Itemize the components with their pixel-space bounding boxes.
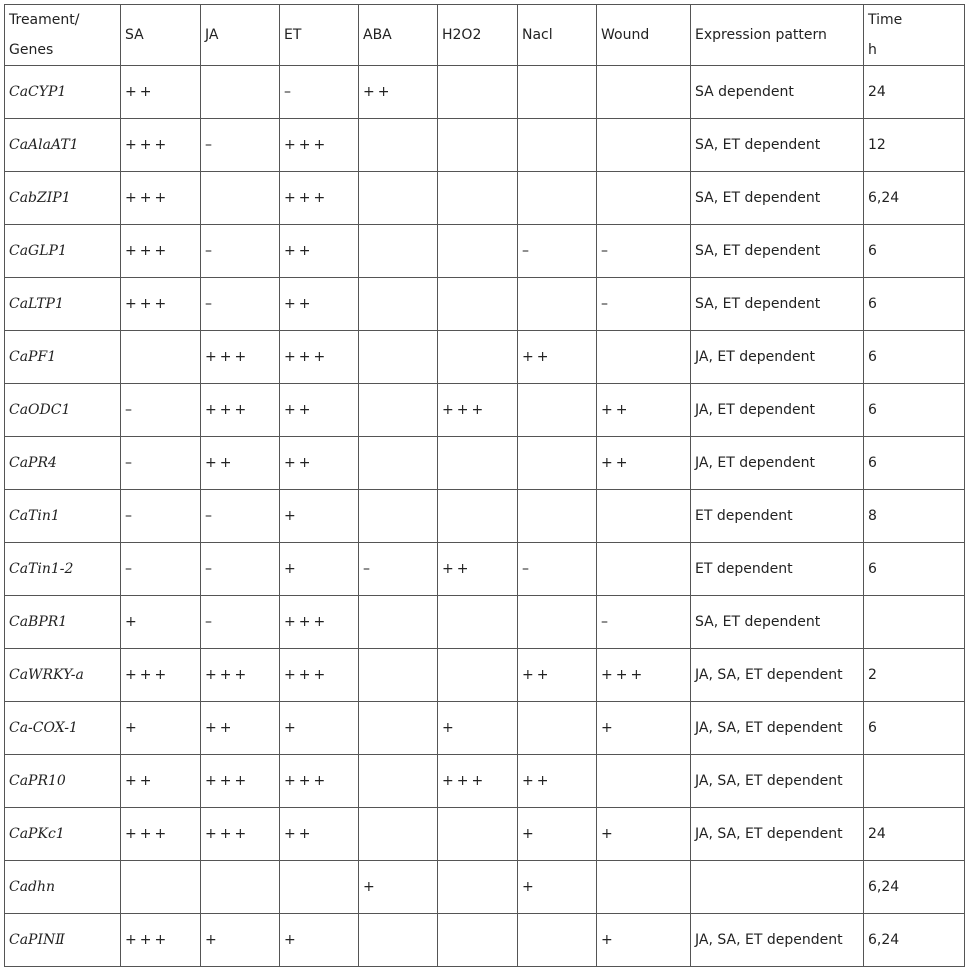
gene-name-cell: CaPF1	[5, 331, 121, 384]
value-cell-ja: –	[201, 543, 280, 596]
value-cell-sa: +++	[121, 278, 201, 331]
time-cell: 6,24	[864, 914, 965, 967]
gene-name-cell: CaLTP1	[5, 278, 121, 331]
value-cell-h2o2: +++	[438, 384, 518, 437]
value-cell-nacl	[518, 66, 597, 119]
gene-name-cell: Cadhn	[5, 861, 121, 914]
value-cell-wound: +	[597, 914, 691, 967]
value-cell-ja: ++	[201, 437, 280, 490]
value-cell-ja: +++	[201, 649, 280, 702]
time-cell: 12	[864, 119, 965, 172]
value-cell-aba	[359, 225, 438, 278]
value-cell-et: ++	[280, 437, 359, 490]
value-cell-wound	[597, 543, 691, 596]
value-cell-et: +++	[280, 596, 359, 649]
value-cell-wound: –	[597, 596, 691, 649]
time-cell: 24	[864, 808, 965, 861]
table-row	[5, 861, 965, 914]
value-cell-et: +	[280, 914, 359, 967]
expression-pattern-cell: JA, SA, ET dependent	[691, 808, 864, 861]
value-cell-ja: –	[201, 225, 280, 278]
header-gene-cell	[5, 5, 121, 66]
value-cell-sa: +++	[121, 119, 201, 172]
value-cell-aba: –	[359, 543, 438, 596]
value-cell-nacl	[518, 914, 597, 967]
value-cell-nacl: ++	[518, 331, 597, 384]
table-body	[5, 5, 965, 967]
header-time-cell	[864, 5, 965, 66]
value-cell-h2o2: +++	[438, 755, 518, 808]
value-cell-nacl	[518, 278, 597, 331]
value-cell-nacl: ++	[518, 755, 597, 808]
value-cell-h2o2	[438, 861, 518, 914]
gene-name-cell: CabZIP1	[5, 172, 121, 225]
table-row	[5, 225, 965, 278]
header-time-line1: Time	[868, 12, 903, 28]
expression-pattern-cell: ET dependent	[691, 543, 864, 596]
value-cell-wound	[597, 861, 691, 914]
value-cell-ja: +++	[201, 755, 280, 808]
table-row	[5, 755, 965, 808]
table-row	[5, 490, 965, 543]
gene-name-cell: CaPINⅡ	[5, 914, 121, 967]
value-cell-et: +	[280, 490, 359, 543]
value-cell-wound: ++	[597, 437, 691, 490]
header-gene-line2: Genes	[9, 42, 54, 58]
time-cell: 24	[864, 66, 965, 119]
value-cell-aba	[359, 649, 438, 702]
value-cell-aba	[359, 172, 438, 225]
value-cell-wound: ++	[597, 384, 691, 437]
expression-pattern-cell: JA, ET dependent	[691, 384, 864, 437]
expression-pattern-cell: JA, ET dependent	[691, 437, 864, 490]
value-cell-h2o2	[438, 808, 518, 861]
gene-name-cell: CaBPR1	[5, 596, 121, 649]
value-cell-et: ++	[280, 384, 359, 437]
value-cell-et: +++	[280, 172, 359, 225]
value-cell-wound: –	[597, 225, 691, 278]
time-cell: 6	[864, 384, 965, 437]
table-row	[5, 331, 965, 384]
value-cell-wound	[597, 66, 691, 119]
value-cell-nacl: +	[518, 861, 597, 914]
header-treatment-nacl: Nacl	[518, 5, 597, 66]
expression-pattern-cell: SA, ET dependent	[691, 172, 864, 225]
value-cell-sa: –	[121, 437, 201, 490]
time-cell: 6,24	[864, 172, 965, 225]
expression-pattern-cell: JA, SA, ET dependent	[691, 702, 864, 755]
value-cell-aba	[359, 384, 438, 437]
time-cell: 6	[864, 278, 965, 331]
expression-pattern-cell: JA, ET dependent	[691, 331, 864, 384]
value-cell-nacl: –	[518, 543, 597, 596]
value-cell-ja: +++	[201, 808, 280, 861]
table-row	[5, 278, 965, 331]
header-gene-line1: Treament/	[9, 12, 80, 28]
table-row	[5, 172, 965, 225]
value-cell-h2o2: +	[438, 702, 518, 755]
header-treatment-et: ET	[280, 5, 359, 66]
value-cell-ja: +	[201, 914, 280, 967]
value-cell-aba: +	[359, 861, 438, 914]
value-cell-ja: +++	[201, 384, 280, 437]
header-treatment-sa: SA	[121, 5, 201, 66]
time-cell: 8	[864, 490, 965, 543]
table-row	[5, 914, 965, 967]
value-cell-wound: –	[597, 278, 691, 331]
value-cell-et	[280, 861, 359, 914]
value-cell-ja: –	[201, 596, 280, 649]
value-cell-et: +++	[280, 331, 359, 384]
table-row	[5, 543, 965, 596]
value-cell-nacl: –	[518, 225, 597, 278]
value-cell-h2o2	[438, 490, 518, 543]
value-cell-et: +++	[280, 649, 359, 702]
table-row	[5, 649, 965, 702]
time-cell: 6	[864, 331, 965, 384]
value-cell-ja	[201, 66, 280, 119]
value-cell-aba	[359, 278, 438, 331]
header-time-line2: h	[868, 42, 877, 58]
table-row	[5, 119, 965, 172]
value-cell-h2o2	[438, 596, 518, 649]
value-cell-h2o2	[438, 119, 518, 172]
value-cell-sa: +	[121, 702, 201, 755]
expression-pattern-cell: SA, ET dependent	[691, 225, 864, 278]
value-cell-sa: –	[121, 384, 201, 437]
expression-pattern-cell: ET dependent	[691, 490, 864, 543]
value-cell-sa: –	[121, 490, 201, 543]
value-cell-et: –	[280, 66, 359, 119]
value-cell-aba	[359, 596, 438, 649]
header-treatment-h2o2: H2O2	[438, 5, 518, 66]
value-cell-et: +	[280, 543, 359, 596]
value-cell-et: ++	[280, 808, 359, 861]
value-cell-aba	[359, 331, 438, 384]
table-row	[5, 384, 965, 437]
gene-name-cell: Ca-COX-1	[5, 702, 121, 755]
expression-pattern-cell: JA, SA, ET dependent	[691, 755, 864, 808]
value-cell-aba	[359, 755, 438, 808]
gene-name-cell: CaGLP1	[5, 225, 121, 278]
value-cell-et: ++	[280, 225, 359, 278]
time-cell: 6	[864, 543, 965, 596]
value-cell-ja: –	[201, 119, 280, 172]
value-cell-sa: +	[121, 596, 201, 649]
value-cell-ja: ++	[201, 702, 280, 755]
time-cell: 6	[864, 702, 965, 755]
value-cell-wound	[597, 755, 691, 808]
expression-pattern-cell: JA, SA, ET dependent	[691, 649, 864, 702]
gene-name-cell: CaPKc1	[5, 808, 121, 861]
value-cell-nacl: ++	[518, 649, 597, 702]
value-cell-sa: –	[121, 543, 201, 596]
value-cell-aba	[359, 119, 438, 172]
value-cell-sa: +++	[121, 649, 201, 702]
expression-pattern-cell: SA, ET dependent	[691, 278, 864, 331]
header-row	[5, 5, 965, 66]
table-row	[5, 596, 965, 649]
value-cell-nacl	[518, 490, 597, 543]
value-cell-et: +++	[280, 119, 359, 172]
time-cell: 6	[864, 437, 965, 490]
value-cell-sa: +++	[121, 172, 201, 225]
gene-name-cell: CaWRKY-a	[5, 649, 121, 702]
value-cell-h2o2	[438, 225, 518, 278]
value-cell-sa: ++	[121, 755, 201, 808]
gene-name-cell: CaTin1	[5, 490, 121, 543]
value-cell-sa: ++	[121, 66, 201, 119]
value-cell-nacl	[518, 119, 597, 172]
value-cell-nacl	[518, 596, 597, 649]
value-cell-sa	[121, 331, 201, 384]
header-treatment-wound: Wound	[597, 5, 691, 66]
gene-name-cell: CaPR4	[5, 437, 121, 490]
value-cell-aba	[359, 702, 438, 755]
value-cell-nacl	[518, 172, 597, 225]
value-cell-ja: –	[201, 490, 280, 543]
value-cell-h2o2	[438, 331, 518, 384]
expression-pattern-cell: SA, ET dependent	[691, 119, 864, 172]
value-cell-aba	[359, 490, 438, 543]
header-expression-pattern: Expression pattern	[691, 5, 864, 66]
table-container	[4, 4, 965, 967]
value-cell-h2o2	[438, 172, 518, 225]
time-cell	[864, 596, 965, 649]
value-cell-h2o2	[438, 649, 518, 702]
expression-pattern-cell: JA, SA, ET dependent	[691, 914, 864, 967]
value-cell-aba	[359, 808, 438, 861]
value-cell-nacl: +	[518, 808, 597, 861]
value-cell-et: ++	[280, 278, 359, 331]
value-cell-aba	[359, 437, 438, 490]
gene-name-cell: CaAlaAT1	[5, 119, 121, 172]
value-cell-et: +++	[280, 755, 359, 808]
value-cell-h2o2	[438, 278, 518, 331]
expression-pattern-cell: SA, ET dependent	[691, 596, 864, 649]
header-treatment-ja: JA	[201, 5, 280, 66]
time-cell: 2	[864, 649, 965, 702]
gene-name-cell: CaTin1-2	[5, 543, 121, 596]
gene-name-cell: CaODC1	[5, 384, 121, 437]
value-cell-wound	[597, 172, 691, 225]
value-cell-sa: +++	[121, 808, 201, 861]
table-row	[5, 437, 965, 490]
time-cell	[864, 755, 965, 808]
table-row	[5, 808, 965, 861]
value-cell-h2o2	[438, 437, 518, 490]
value-cell-h2o2	[438, 914, 518, 967]
value-cell-ja	[201, 861, 280, 914]
value-cell-ja	[201, 172, 280, 225]
value-cell-nacl	[518, 437, 597, 490]
gene-name-cell: CaCYP1	[5, 66, 121, 119]
value-cell-wound: +	[597, 808, 691, 861]
value-cell-wound	[597, 331, 691, 384]
value-cell-nacl	[518, 702, 597, 755]
value-cell-ja: +++	[201, 331, 280, 384]
value-cell-h2o2: ++	[438, 543, 518, 596]
gene-name-cell: CaPR10	[5, 755, 121, 808]
expression-pattern-cell	[691, 861, 864, 914]
value-cell-et: +	[280, 702, 359, 755]
time-cell: 6,24	[864, 861, 965, 914]
value-cell-aba	[359, 914, 438, 967]
value-cell-aba: ++	[359, 66, 438, 119]
value-cell-wound: +++	[597, 649, 691, 702]
value-cell-sa: +++	[121, 914, 201, 967]
value-cell-wound: +	[597, 702, 691, 755]
value-cell-nacl	[518, 384, 597, 437]
value-cell-wound	[597, 119, 691, 172]
table-row	[5, 66, 965, 119]
time-cell: 6	[864, 225, 965, 278]
gene-expression-table	[4, 4, 965, 967]
expression-pattern-cell: SA dependent	[691, 66, 864, 119]
value-cell-ja: –	[201, 278, 280, 331]
value-cell-sa	[121, 861, 201, 914]
header-treatment-aba: ABA	[359, 5, 438, 66]
value-cell-h2o2	[438, 66, 518, 119]
value-cell-sa: +++	[121, 225, 201, 278]
table-row	[5, 702, 965, 755]
value-cell-wound	[597, 490, 691, 543]
